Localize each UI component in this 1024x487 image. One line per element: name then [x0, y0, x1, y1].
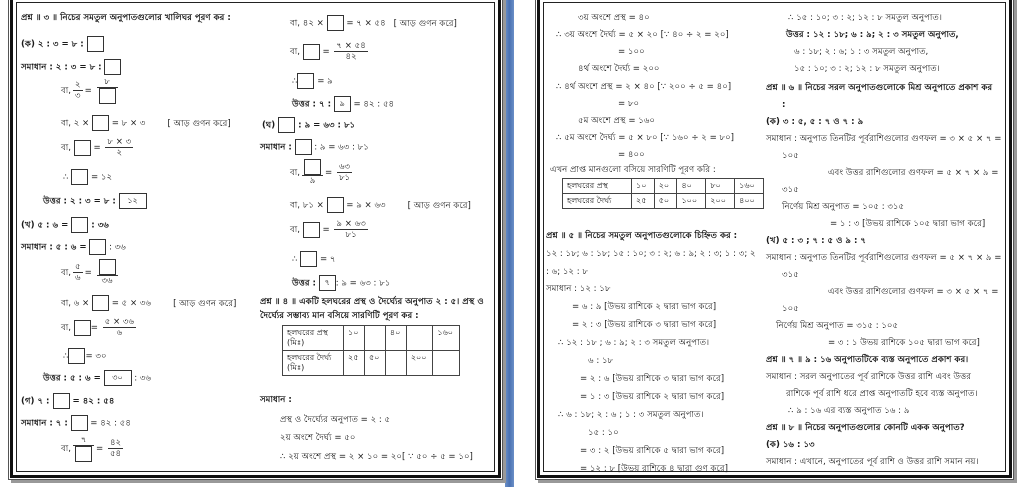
q4-line: ∴ ২য় অংশে প্রস্থ = ২ × ১০ = ২০[ ∵ ৫০ ÷ ৫ = ১০] — [280, 452, 473, 462]
q4-filled-table — [562, 178, 764, 209]
q6-kha-line: নির্ণেয় মিশ্র অনুপাত = ৩১৫ : ১০৫ — [776, 321, 899, 331]
q3-kha-step1: বা, $\frac{৫}{৬}$ = ৩৬ — [61, 259, 120, 286]
q3-kha-question: (খ) ৫ : ৬ = : ৩৬ — [21, 217, 109, 233]
q3-ka-step2: বা, ২ × = ৮ × ৩ [ আড় গুণন করে] — [61, 115, 231, 131]
text-line: ৩য় অংশে প্রস্থ = ৪০ — [578, 13, 650, 23]
q3-ga-step1: বা, ৭ = $\frac{৪২}{৫৪}$ — [61, 435, 125, 462]
q5-solution: ১৫ : ১০ — [588, 428, 619, 438]
q3-ga-solution: সমাধান : ৭ : = ৪২ : ৫৪ — [21, 415, 131, 431]
text-line: ∴ ৩য় অংশে দৈর্ঘ্য = ৫ × ২০ [∵ ৪০ ÷ ২ = ২০] — [556, 30, 729, 40]
q3-ka-step1: বা, $\frac{২}{৩}$ = ৮ — [61, 77, 120, 104]
q3-ka-solution: সমাধান : ২ : ৩ = ৮ : — [21, 59, 121, 75]
q4-line: প্রস্থ ও দৈর্ঘ্যের অনুপাত = ২ : ৫ — [280, 415, 391, 425]
q6-kha-line: সমাধান : অনুপাত তিনটির পূর্বরাশিগুলোর গুণফল = ৫ × ৭ × ৯ = — [766, 253, 1002, 263]
q6-ka-line: সমাধান : অনুপাত তিনটির পূর্বরাশিগুলোর গুণফল = ৩ × ৫ × ৭ = — [766, 134, 1002, 144]
q5-solution: = ১২ : ৮ [উভয় রাশিকে ৪ দ্বারা গুণ করে] — [580, 464, 728, 474]
q5-solution: = ২ : ৬ [উভয় রাশিকে ৩ দ্বারা ভাগ করে] — [580, 374, 725, 384]
question-4-title: প্রশ্ন ॥ ৪ ॥ একটি হলঘরের প্রস্থ ও দৈর্ঘ্যের অনুপাত ২ : ৫। প্রস্থ ও — [260, 297, 484, 307]
question-4-title-cont: দৈর্ঘ্যের সম্ভাব্য মান বসিয়ে সারণিটি পূরণ কর : — [260, 311, 419, 321]
table-row: হলঘরের প্রস্থ ১০ ২০ ৪০ ৮০ ১৬০ — [563, 179, 764, 194]
q3-gha-solution: সমাধান : : ৯ = ৬৩ : ৮১ — [260, 139, 369, 155]
q3-kha-step3: বা, = $\frac{৫ \times ৩৬}{৬}$ — [61, 317, 135, 338]
q7-line: রাশিকে পূর্ব রাশি ধরে প্রাপ্ত অনুপাতটি হবে ব্যস্ত অনুপাত। — [786, 389, 978, 399]
q3-ga-step3: বা, = $\frac{৭ \times ৫৪}{৪২}$ — [290, 41, 366, 62]
q5-solution: ৬ : ১৮ — [588, 356, 614, 366]
q5-solution: = ৩ : ২ [উভয় রাশিকে ৫ দ্বারা ভাগ করে] — [580, 446, 725, 456]
q3-gha-step1: বা, ৯ = $\frac{৬৩}{৮১}$ — [290, 159, 354, 186]
q3-ka-step3: বা, = $\frac{৮ \times ৩}{২}$ — [61, 137, 132, 158]
q6-kha-line: ১০৫ — [782, 304, 799, 314]
q3-kha-step4: ∴ = ৩০ — [63, 348, 107, 364]
q5-conclusion: ∴ ১৫ : ১০; ৩ : ২; ১২ : ৮ সমতুল অনুপাত। — [788, 13, 942, 23]
q5-solution: সমাধান : ১২ : ১৮ — [546, 284, 611, 294]
text-line: এখন প্রাপ্ত মানগুলো বসিয়ে সারণিটি পূরণ করি : — [550, 165, 716, 175]
q3-gha-step4: ∴ = ৭ — [292, 251, 335, 267]
table-row: হলঘরের প্রস্থ (মিঃ) ১০ ৪০ ১৬০ — [283, 326, 460, 351]
q3-ka-question: (ক) ২ : ৩ = ৮ : — [21, 36, 104, 52]
q7-line: সমাধান : সরল অনুপাতের পূর্ব রাশিকে উত্তর রাশি এবং উত্তর — [766, 372, 971, 382]
q3-ga-step2: বা, ৪২ × = ৭ × ৫৪ [ আড় গুণন করে] — [290, 15, 457, 31]
text-line: = ১০০ — [618, 47, 645, 57]
q4-blank-table — [282, 325, 460, 376]
q3-gha-answer: উত্তর : ৭ : ৯ = ৬৩ : ৮১ — [292, 275, 390, 291]
q5-ratios-cont: : ৬; ১২ : ৮ — [546, 267, 588, 277]
page-separator — [505, 0, 514, 487]
q6-ka-line: ১০৫ — [782, 151, 799, 161]
question-3-title: প্রশ্ন ॥ ৩ ॥ নিচের সমতুল অনুপাতগুলোর খালিঘর পূরণ কর : — [21, 13, 231, 23]
blank-box — [87, 36, 104, 52]
document-page-right — [537, 0, 1012, 478]
q5-answer: ১৫ : ১০; ৩ : ২; ১২ : ৮ সমতুল অনুপাত। — [794, 64, 940, 74]
question-6-title: প্রশ্ন ॥ ৬ ॥ নিচের সরল অনুপাতগুলোকে মিশ্র অনুপাতে প্রকাশ কর — [766, 83, 993, 93]
blank-box — [92, 115, 109, 131]
q6-kha-line: = ৩ : ১ উভয় রাশিকে ১০৫ দ্বারা ভাগ করে] — [828, 338, 980, 348]
q5-answer: উত্তর : ১২ : ১৮; ৬ : ৯; ২ : ৩ সমতুল অনুপাত, — [786, 30, 959, 40]
q3-ga-answer: উত্তর : ৭ : ৯ = ৪২ : ৫৪ — [292, 96, 394, 112]
q3-gha-question: (ঘ) : ৯ = ৬৩ : ৮১ — [262, 117, 355, 133]
q7-line: ∴ ৯ : ১৬ এর ব্যস্ত অনুপাত ১৬ : ৯ — [788, 406, 910, 416]
text-line: = ৪০০ — [618, 150, 645, 160]
q5-solution: ∴ ৬ : ১৮; ২ : ৬ ; ১ : ৩ সমতুল অনুপাত। — [558, 410, 704, 420]
q5-solution: = ২ : ৩ [উভয় রাশিকে ৩ দ্বারা ভাগ করে] — [572, 320, 717, 330]
table-row: হলঘরের দৈর্ঘ্য ২৫ ৫০ ১০০ ২০০ ৪০০ — [563, 194, 764, 209]
q6-kha-line: এবং উত্তর রাশিগুলোর গুণফল = ৩ × ৫ × ৭ = — [828, 287, 999, 297]
q3-ga-step4: ∴ = ৯ — [292, 73, 333, 89]
q5-solution: = ১ : ৩ [উভয় রাশিকে ২ দ্বারা ভাগ করে] — [580, 392, 725, 402]
question-6-title-cont: : — [782, 100, 786, 110]
q3-kha-answer: উত্তর : ৫ : ৬ = ৩০ : ৩৬ — [43, 370, 151, 386]
document-page-left — [10, 0, 501, 478]
q6-ka: (ক) ৩ : ৫, ৫ : ৭ ও ৭ : ৯ — [766, 117, 864, 127]
table-row: হলঘরের দৈর্ঘ্য (মিঃ) ২৫ ৫০ ২০০ — [283, 351, 460, 376]
q5-ratios: ১২ : ১৮; ৬ : ১৮; ১৫ : ১০; ৩ : ২; ৬ : ৯; ২ : ৩; ১ : ৩; ২ — [546, 249, 756, 259]
q6-ka-line: এবং উত্তর রাশিগুলোর গুণফল = ৫ × ৭ × ৯ = — [828, 168, 999, 178]
question-8-title: প্রশ্ন ॥ ৮ ॥ নিচের অনুপাতগুলোর কোনটি একক অনুপাত? — [766, 423, 965, 433]
q6-kha: (খ) ৫ : ৩ ; ৭ : ৫ ও ৯ : ৭ — [766, 236, 866, 246]
q3-ka-step4: ∴ = ১২ — [63, 169, 112, 185]
q3-kha-step2: বা, ৬ × = ৫ × ৩৬ [ আড় গুণন করে] — [61, 295, 236, 311]
q8-solution: সমাধান : এখানে, অনুপাতের পূর্ব রাশি ও উত্তর রাশি সমান নয়। — [766, 457, 979, 467]
q6-kha-line: ৩১৫ — [782, 270, 799, 280]
text-line: ∴ ৪র্থ অংশে প্রস্থ = ২ × ৪০ [∵ ২০০ ÷ ৫ = ৪০] — [556, 82, 732, 92]
question-5-title: প্রশ্ন ॥ ৫ ॥ নিচের সমতুল অনুপাতগুলোকে চিহ্নিত কর : — [546, 231, 738, 241]
text-line: ৫ম অংশে প্রস্থ = ১৬০ — [578, 116, 656, 126]
text-line: ∴ ৫ম অংশে দৈর্ঘ্য = ৫ × ৮০ [∵ ১৬০ ÷ ২ = ৮০] — [556, 133, 735, 143]
question-7-title: প্রশ্ন ॥ ৭ ॥ ৯ : ১৬ অনুপাতটিকে ব্যস্ত অনুপাতে প্রকাশ কর। — [766, 355, 969, 365]
q3-gha-step3: বা, = $\frac{৯ \times ৬৩}{৮১}$ — [290, 219, 366, 240]
q3-gha-step2: বা, ৮১ × = ৯ × ৬৩ [ আড় গুণন করে] — [290, 197, 471, 213]
q6-ka-line: ৩১৫ — [782, 185, 799, 195]
text-line: ৪র্থ অংশে দৈর্ঘ্য = ২০০ — [578, 64, 660, 74]
q3-ka-answer: উত্তর : ২ : ৩ = ৮ : ১২ — [43, 193, 147, 209]
q3-ga-question: (গ) ৭ : = ৪২ : ৫৪ — [21, 393, 114, 409]
q6-ka-line: নির্ণেয় মিশ্র অনুপাত = ১০৫ : ৩১৫ — [782, 202, 905, 212]
q3-kha-solution: সমাধান : ৫ : ৬ = : ৩৬ — [21, 239, 126, 255]
q5-answer: ৬ : ১৮; ২ : ৬; ১ : ৩ সমতুল অনুপাত, — [794, 47, 929, 57]
blank-box — [104, 59, 121, 75]
q6-ka-line: = ১ : ৩ [উভয় রাশিকে ১০৫ দ্বারা ভাগ করে] — [830, 219, 986, 229]
q4-line: ২য় অংশে দৈর্ঘ্য = ৫০ — [280, 433, 356, 443]
q4-solution-label: সমাধান : — [260, 395, 292, 405]
text-line: = ৮০ — [618, 99, 640, 109]
q5-solution: = ৬ : ৯ [উভয় রাশিকে ২ দ্বারা ভাগ করে] — [572, 302, 717, 312]
q8-ka: (ক) ১৬ : ১৩ — [766, 440, 815, 450]
q5-solution: ∴ ১২ : ১৮ ; ৬ : ৯; ২ : ৩ সমতুল অনুপাত। — [558, 338, 710, 348]
